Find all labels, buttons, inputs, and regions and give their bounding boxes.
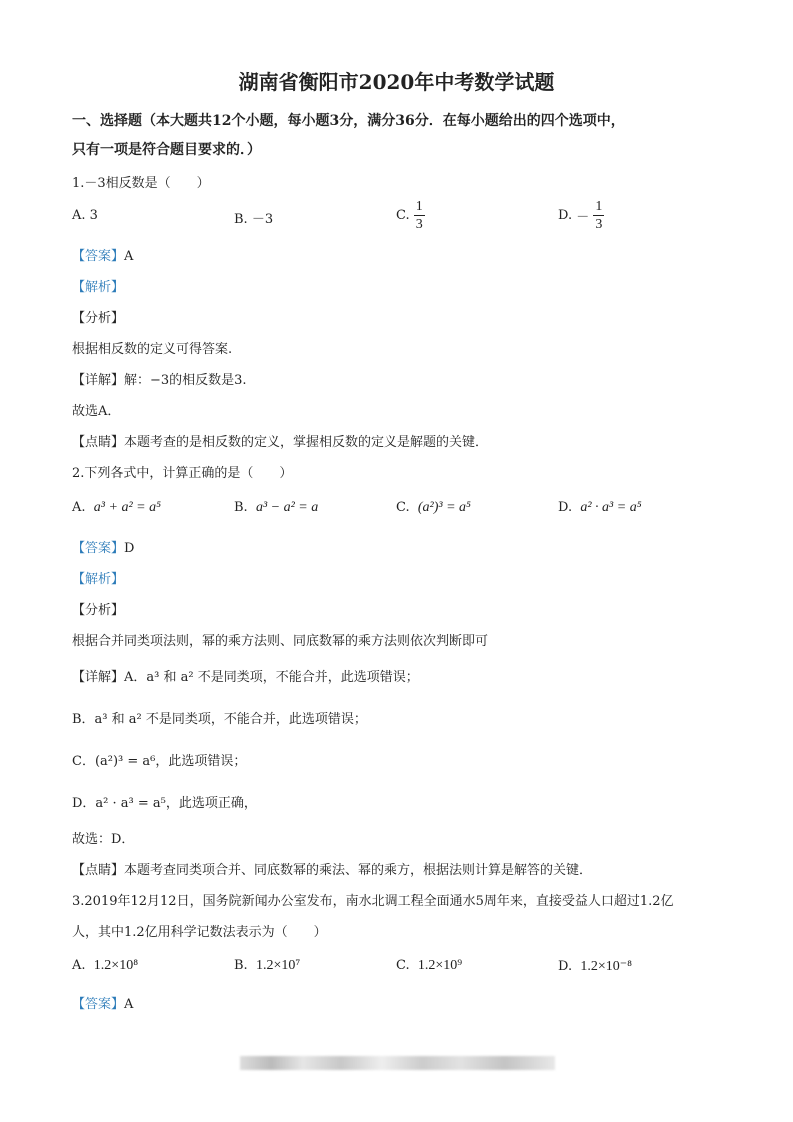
- q2-answer: [72, 537, 134, 556]
- q1-option-c-numerator: 1: [415, 199, 423, 214]
- q1-option-d: [558, 198, 604, 233]
- q3-answer-tag: 【答案】: [72, 997, 125, 1012]
- q2-option-a-label: A.: [72, 500, 86, 515]
- q3-option-d-expr: 1.2×10⁻⁸: [580, 959, 633, 974]
- q2-fenxi-tag: 【分析】: [72, 603, 125, 618]
- q2-option-d-expr: a² · a³ = a⁵: [580, 500, 642, 515]
- q3-option-b-label: B.: [234, 958, 248, 973]
- q2-option-d: [558, 500, 642, 516]
- section-heading-line2: 只有一项是符合题目要求的．）: [72, 142, 261, 158]
- q2-option-b: [234, 500, 318, 516]
- q1-option-c: [396, 198, 425, 233]
- q2-detail-d: D．a² · a³ = a⁵，此选项正确，: [72, 796, 257, 811]
- q2-answer-value: D: [124, 541, 135, 556]
- q3-option-c: [396, 958, 462, 974]
- page-title: 湖南省衡阳市2020年中考数学试题: [238, 70, 555, 94]
- q1-stem: 1.－3相反数是（ ）: [72, 176, 210, 191]
- q3-option-c-expr: 1.2×10⁹: [417, 958, 463, 973]
- q2-option-a: [72, 500, 161, 516]
- q1-jiexi-tag: 【解析】: [72, 280, 125, 295]
- q2-analysis: 根据合并同类项法则，幂的乘方法则、同底数幂的乘方法则依次判断即可: [72, 634, 489, 649]
- q3-option-d: [558, 958, 632, 975]
- q3-option-c-label: C.: [396, 958, 410, 973]
- q1-option-d-fraction: [593, 198, 604, 233]
- q2-option-b-label: B.: [234, 500, 248, 515]
- q2-option-c: [396, 500, 471, 516]
- q1-option-b: [234, 208, 273, 227]
- q3-option-a-label: A.: [72, 958, 86, 973]
- q3-option-b: [234, 958, 300, 974]
- q1-choose: 故选A．: [72, 404, 121, 419]
- q1-option-c-denominator: 3: [415, 217, 423, 232]
- q3-answer: [72, 993, 133, 1012]
- q3-option-d-label: D.: [558, 959, 573, 974]
- q2-choose: 故选：D．: [72, 832, 135, 847]
- q2-answer-tag: 【答案】: [72, 541, 125, 556]
- q3-stem-line1: 3.2019年12月12日，国务院新闻办公室发布，南水北调工程全面通水5周年来，直接受益人口超过1.2亿: [72, 894, 674, 909]
- q1-option-b-label: B.: [234, 212, 248, 227]
- section-heading-line1: 一、选择题（本大题共12个小题，每小题3分，满分36分．在每小题给出的四个选项中，: [72, 113, 625, 129]
- q3-option-a: [72, 958, 138, 974]
- q1-option-d-denominator: 3: [595, 217, 603, 232]
- q1-option-d-label: D.: [558, 208, 573, 223]
- q2-detail-c: C．(a²)³ = a⁶，此选项错误；: [72, 754, 247, 769]
- q2-option-c-expr: (a²)³ = a⁵: [417, 500, 471, 515]
- q3-option-a-expr: 1.2×10⁸: [93, 958, 139, 973]
- q1-fenxi-tag: 【分析】: [72, 311, 125, 326]
- q1-answer-tag: 【答案】: [72, 249, 125, 264]
- q1-option-d-numerator: 1: [595, 199, 603, 214]
- q3-answer-value: A: [124, 997, 134, 1012]
- q2-detail-b: B．a³ 和 a² 不是同类项，不能合并，此选项错误；: [72, 712, 367, 727]
- q1-option-a: [72, 208, 98, 223]
- q2-detail-a: 【详解】A．a³ 和 a² 不是同类项，不能合并，此选项错误；: [72, 670, 419, 685]
- q1-option-c-fraction: [414, 198, 425, 233]
- q1-dianjing: 【点睛】本题考查的是相反数的定义，掌握相反数的定义是解题的关键．: [72, 435, 489, 450]
- q2-stem: 2.下列各式中，计算正确的是（ ）: [72, 466, 293, 481]
- q2-option-a-expr: a³ + a² = a⁵: [93, 500, 161, 515]
- q1-option-a-label: A.: [72, 208, 86, 223]
- q1-option-a-text: 3: [89, 208, 98, 223]
- q1-answer: [72, 245, 133, 264]
- q2-dianjing: 【点睛】本题考查同类项合并、同底数幂的乘法、幂的乘方，根据法则计算是解答的关键．: [72, 863, 593, 878]
- q1-analysis: 根据相反数的定义可得答案.: [72, 342, 233, 357]
- q1-answer-value: A: [124, 249, 134, 264]
- q2-option-d-label: D.: [558, 500, 573, 515]
- q1-option-c-label: C.: [396, 208, 410, 223]
- blurred-footer-watermark: [240, 1056, 555, 1070]
- q1-option-d-prefix: －: [576, 210, 590, 225]
- q2-option-c-label: C.: [396, 500, 410, 515]
- q2-jiexi-tag: 【解析】: [72, 572, 125, 587]
- q1-option-b-text: －3: [251, 212, 274, 227]
- q3-option-b-expr: 1.2×10⁷: [255, 958, 301, 973]
- q3-stem-line2: 人，其中1.2亿用科学记数法表示为（ ）: [72, 925, 327, 940]
- q2-option-b-expr: a³ − a² = a: [255, 500, 319, 515]
- q1-detail: 【详解】解：−3的相反数是3.: [72, 373, 247, 388]
